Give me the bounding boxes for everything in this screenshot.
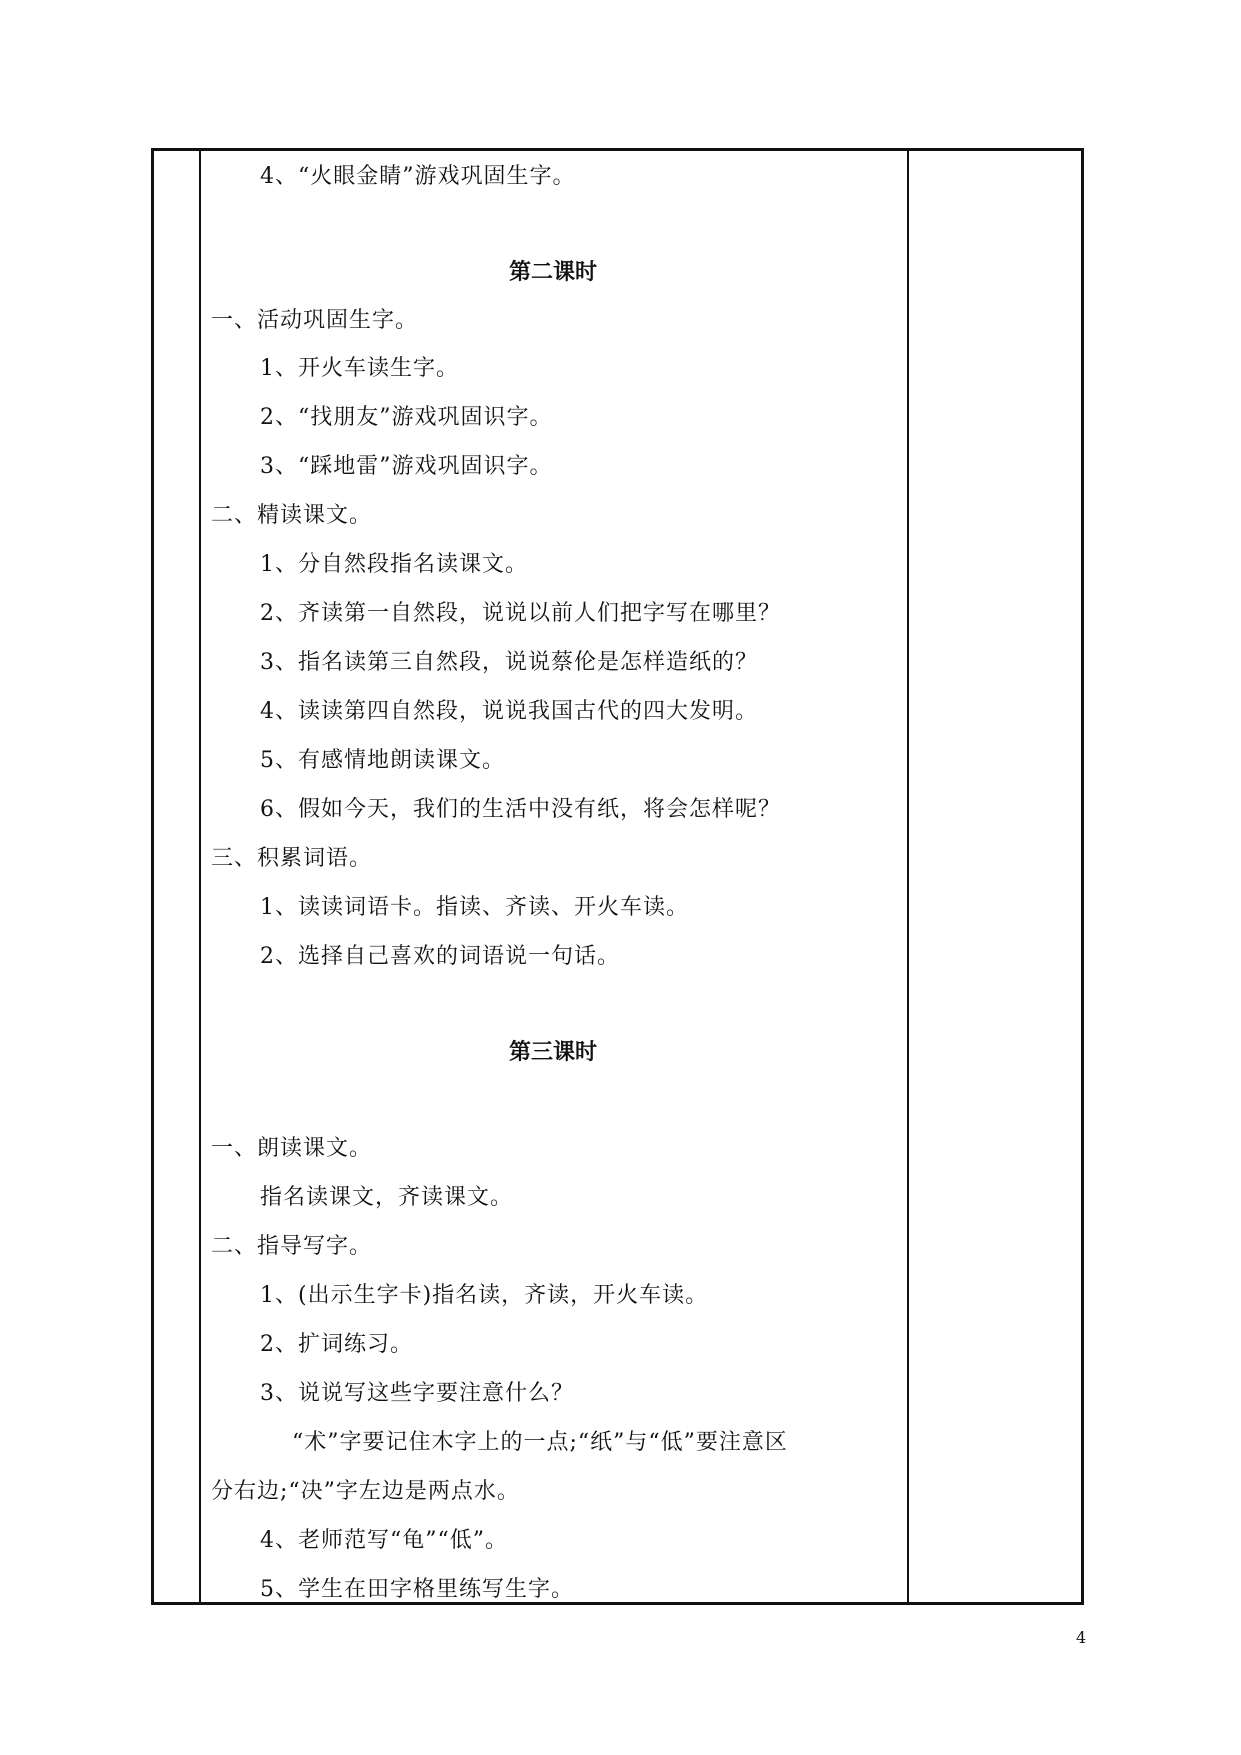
lesson-step: 2、“找朋友”游戏巩固识字。 [260, 405, 553, 430]
lesson-note-continuation: 分右边;“决”字左边是两点水。 [211, 1479, 520, 1504]
lesson-step: 2、齐读第一自然段，说说以前人们把字写在哪里？ [260, 601, 781, 626]
lesson-step: 3、说说写这些字要注意什么？ [260, 1381, 574, 1406]
lesson-section-title: 一、朗读课文。 [211, 1136, 373, 1161]
section-heading-lesson-three: 第三课时 [508, 1040, 597, 1065]
lesson-step: 4、读读第四自然段，说说我国古代的四大发明。 [260, 699, 758, 724]
lesson-plan-content-cell [200, 148, 906, 1604]
page-number: 4 [1076, 1628, 1087, 1647]
lesson-step: 1、读读词语卡。指读、齐读、开火车读。 [260, 895, 689, 920]
lesson-step: 2、选择自己喜欢的词语说一句话。 [260, 944, 620, 969]
lesson-note: “术”字要记住木字上的一点;“纸”与“低”要注意区 [292, 1430, 788, 1455]
lesson-step: 5、学生在田字格里练写生字。 [260, 1577, 574, 1602]
lesson-step: 3、指名读第三自然段，说说蔡伦是怎样造纸的？ [260, 650, 758, 675]
lesson-section-title: 一、活动巩固生字。 [211, 308, 419, 333]
lesson-section-title: 三、积累词语。 [211, 846, 373, 871]
lesson-step: 6、假如今天，我们的生活中没有纸，将会怎样呢？ [260, 797, 781, 822]
lesson-step: 4、老师范写“龟”“低”。 [260, 1528, 508, 1553]
lesson-section-title: 二、指导写字。 [211, 1234, 373, 1259]
section-heading-lesson-two: 第二课时 [508, 260, 597, 285]
lesson-step: 1、(出示生字卡)指名读，齐读，开火车读。 [260, 1283, 709, 1308]
lesson-step: 1、分自然段指名读课文。 [260, 552, 528, 577]
lesson-step: 4、“火眼金睛”游戏巩固生字。 [260, 164, 576, 189]
lesson-section-title: 二、精读课文。 [211, 503, 373, 528]
lesson-step: 2、扩词练习。 [260, 1332, 413, 1357]
lesson-step: 3、“踩地雷”游戏巩固识字。 [260, 454, 553, 479]
lesson-step: 1、开火车读生字。 [260, 356, 459, 381]
lesson-step: 指名读课文，齐读课文。 [260, 1185, 514, 1210]
lesson-step: 5、有感情地朗读课文。 [260, 748, 505, 773]
